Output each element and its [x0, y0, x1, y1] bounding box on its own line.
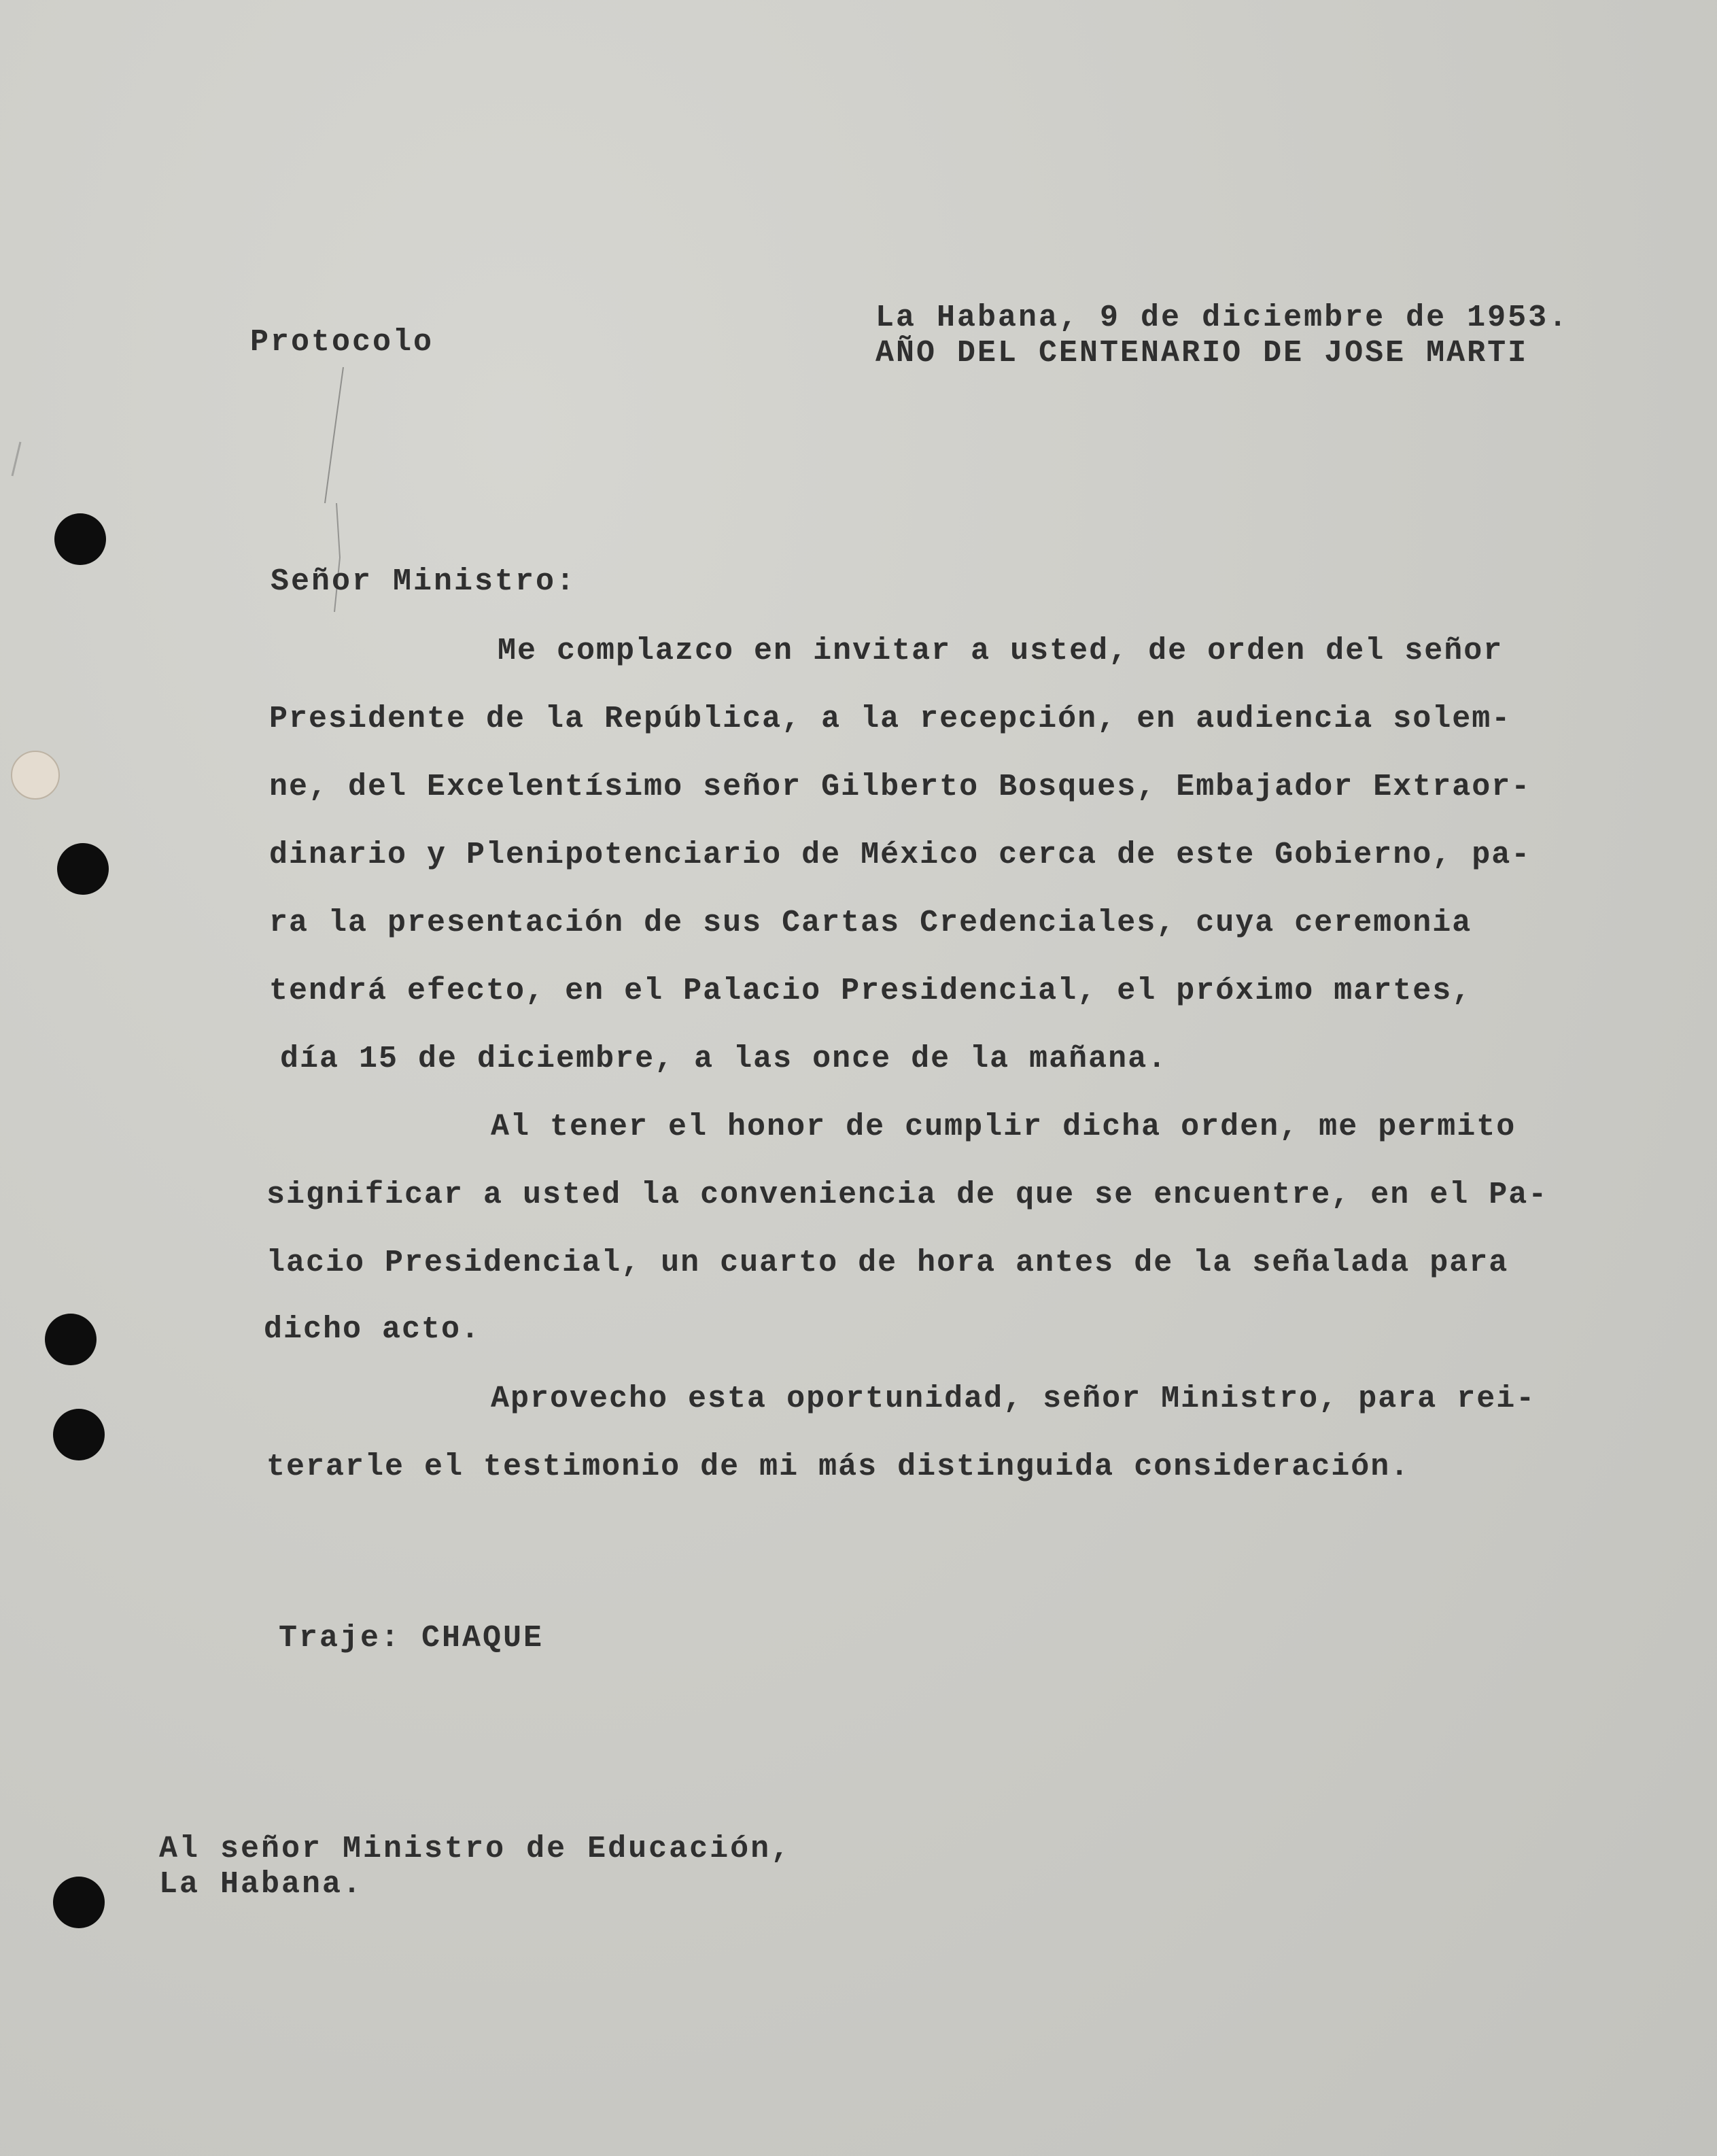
text-line: Presidente de la República, a la recepción, en audiencia solem-: [269, 702, 1512, 736]
addressee-line-1: Al señor Ministro de Educación,: [159, 1832, 792, 1866]
department-label: Protocolo: [250, 325, 434, 360]
text-line: día 15 de diciembre, a las once de la mañana.: [280, 1042, 1168, 1076]
text-line: Aprovecho esta oportunidad, señor Ministro, para rei-: [491, 1382, 1536, 1416]
salutation: Señor Ministro:: [271, 564, 577, 599]
dress-code: Traje: CHAQUE: [279, 1621, 544, 1656]
text-line: Me complazco en invitar a usted, de orden del señor: [498, 634, 1504, 668]
text-line: Al tener el honor de cumplir dicha orden, me permito: [491, 1110, 1516, 1144]
text-line: tendrá efecto, en el Palacio Presidencial, el próximo martes,: [269, 974, 1472, 1008]
text-line: ra la presentación de sus Cartas Credenciales, cuya ceremonia: [269, 906, 1472, 940]
text-line: terarle el testimonio de mi más distinguida consideración.: [266, 1450, 1410, 1484]
text-line: dinario y Plenipotenciario de México cerca de este Gobierno, pa-: [269, 838, 1531, 872]
date-line: La Habana, 9 de diciembre de 1953.: [875, 301, 1569, 335]
addressee-line-2: La Habana.: [159, 1867, 364, 1902]
text-line: significar a usted la conveniencia de que se encuentre, en el Pa-: [266, 1178, 1548, 1212]
text-line: ne, del Excelentísimo señor Gilberto Bosques, Embajador Extraor-: [269, 770, 1531, 804]
text-line: dicho acto.: [264, 1312, 481, 1347]
year-motto: AÑO DEL CENTENARIO DE JOSE MARTI: [875, 336, 1529, 371]
text-line: lacio Presidencial, un cuarto de hora antes de la señalada para: [266, 1246, 1509, 1280]
